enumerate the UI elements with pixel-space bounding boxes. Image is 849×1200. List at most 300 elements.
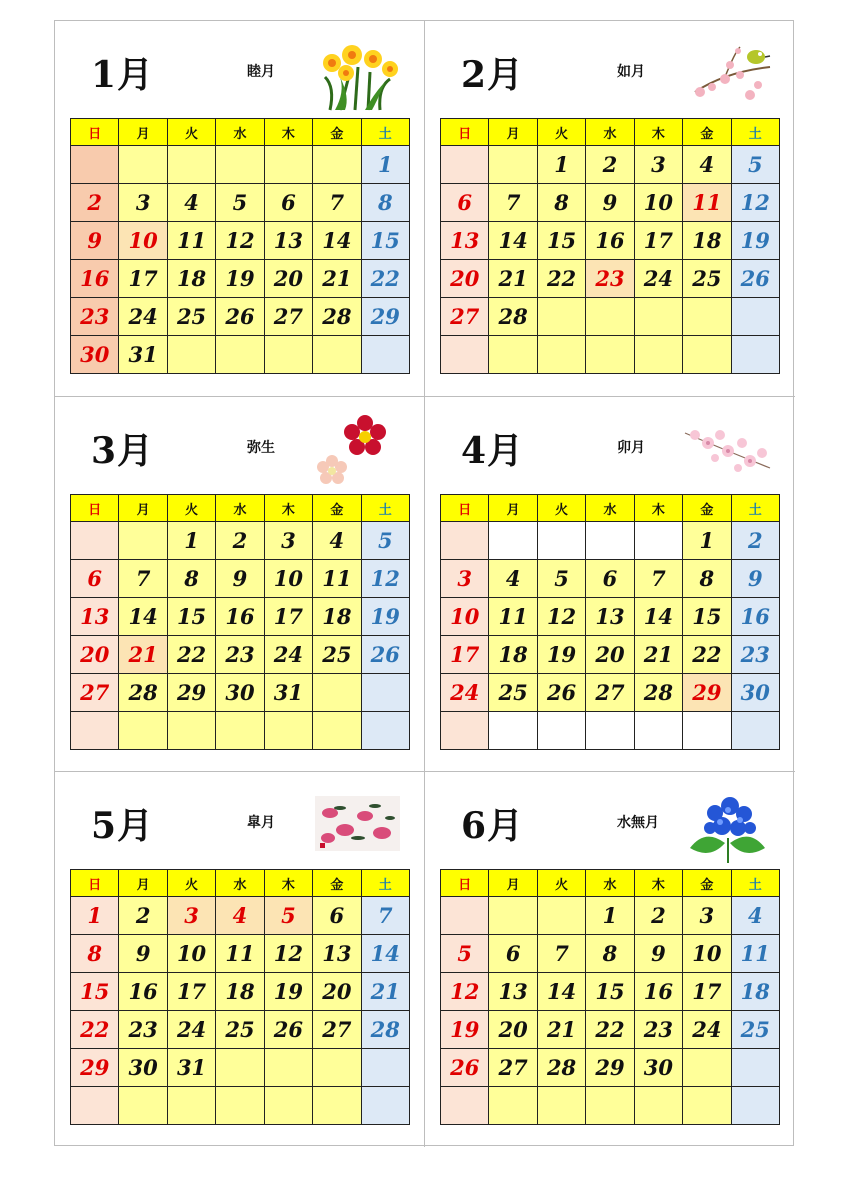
- day-cell: 18: [313, 598, 361, 636]
- day-cell: 30: [731, 674, 779, 712]
- empty-day-cell: [167, 336, 215, 374]
- day-cell: 25: [489, 674, 537, 712]
- weekday-header-row: [71, 119, 410, 146]
- week-row: [441, 935, 780, 973]
- week-row: [71, 298, 410, 336]
- weekday-header: 日: [441, 870, 489, 897]
- weekday-header: 月: [489, 870, 537, 897]
- empty-day-cell: [313, 712, 361, 750]
- day-cell: 12: [731, 184, 779, 222]
- week-row: [441, 1049, 780, 1087]
- empty-day-cell: [731, 712, 779, 750]
- week-row: [71, 973, 410, 1011]
- weekday-header: 月: [489, 119, 537, 146]
- week-row: [441, 712, 780, 750]
- day-cell: 2: [634, 897, 682, 935]
- day-cell: 8: [683, 560, 731, 598]
- day-cell: 17: [264, 598, 312, 636]
- week-row: [441, 674, 780, 712]
- day-cell: 6: [71, 560, 119, 598]
- week-row: [71, 598, 410, 636]
- day-cell: 11: [216, 935, 264, 973]
- cherry-blossoms-icon: [680, 413, 775, 488]
- day-cell: 11: [489, 598, 537, 636]
- day-cell: 30: [634, 1049, 682, 1087]
- weekday-header: 月: [119, 119, 167, 146]
- day-cell: 12: [216, 222, 264, 260]
- empty-day-cell: [537, 522, 585, 560]
- week-row: [441, 973, 780, 1011]
- empty-day-cell: [489, 522, 537, 560]
- empty-day-cell: [441, 897, 489, 935]
- day-cell: 13: [71, 598, 119, 636]
- week-row: [71, 712, 410, 750]
- day-cell: 18: [731, 973, 779, 1011]
- day-cell: 14: [361, 935, 409, 973]
- day-cell: 15: [586, 973, 634, 1011]
- day-cell: 10: [634, 184, 682, 222]
- day-cell: 1: [361, 146, 409, 184]
- week-row: [71, 636, 410, 674]
- weekday-header: 土: [361, 495, 409, 522]
- day-cell: 19: [216, 260, 264, 298]
- day-cell: 15: [361, 222, 409, 260]
- week-row: [441, 598, 780, 636]
- calendar-grid: [70, 869, 410, 1125]
- day-cell: 17: [119, 260, 167, 298]
- day-cell: 10: [264, 560, 312, 598]
- day-cell: 3: [683, 897, 731, 935]
- empty-day-cell: [537, 298, 585, 336]
- week-row: [441, 522, 780, 560]
- day-cell: 5: [537, 560, 585, 598]
- day-cell: 7: [634, 560, 682, 598]
- day-cell: 9: [586, 184, 634, 222]
- weekday-header: 金: [313, 119, 361, 146]
- day-cell: 18: [489, 636, 537, 674]
- day-cell: 5: [216, 184, 264, 222]
- day-cell: 12: [537, 598, 585, 636]
- daffodil-flowers-icon: [310, 37, 405, 112]
- empty-day-cell: [586, 522, 634, 560]
- day-cell: 8: [167, 560, 215, 598]
- day-cell: 21: [634, 636, 682, 674]
- empty-day-cell: [586, 298, 634, 336]
- weekday-header: 金: [683, 870, 731, 897]
- day-cell: 22: [683, 636, 731, 674]
- empty-day-cell: [361, 712, 409, 750]
- week-row: [441, 897, 780, 935]
- empty-day-cell: [264, 712, 312, 750]
- empty-day-cell: [167, 712, 215, 750]
- day-cell: 16: [731, 598, 779, 636]
- day-cell: 24: [264, 636, 312, 674]
- day-cell: 19: [361, 598, 409, 636]
- empty-day-cell: [586, 712, 634, 750]
- day-cell: 5: [441, 935, 489, 973]
- week-row: [441, 184, 780, 222]
- day-cell: 4: [489, 560, 537, 598]
- day-cell: 24: [167, 1011, 215, 1049]
- week-row: [441, 222, 780, 260]
- day-cell: 21: [313, 260, 361, 298]
- empty-day-cell: [441, 336, 489, 374]
- empty-day-cell: [489, 336, 537, 374]
- day-cell: 28: [361, 1011, 409, 1049]
- day-cell: 13: [489, 973, 537, 1011]
- day-cell: 15: [167, 598, 215, 636]
- weekday-header: 火: [167, 119, 215, 146]
- day-cell: 7: [313, 184, 361, 222]
- day-cell: 20: [586, 636, 634, 674]
- week-row: [71, 897, 410, 935]
- day-cell: 6: [264, 184, 312, 222]
- day-cell: 6: [441, 184, 489, 222]
- empty-day-cell: [441, 522, 489, 560]
- day-cell: 23: [731, 636, 779, 674]
- day-cell: 13: [313, 935, 361, 973]
- day-cell: 21: [119, 636, 167, 674]
- weekday-header: 火: [167, 495, 215, 522]
- week-row: [441, 336, 780, 374]
- weekday-header: 日: [441, 495, 489, 522]
- day-cell: 26: [441, 1049, 489, 1087]
- day-cell: 12: [361, 560, 409, 598]
- month-panel: [55, 772, 425, 1147]
- day-cell: 2: [71, 184, 119, 222]
- day-cell: 14: [537, 973, 585, 1011]
- month-panel: [55, 397, 425, 772]
- empty-day-cell: [537, 1087, 585, 1125]
- weekday-header-row: [441, 119, 780, 146]
- weekday-header: 日: [71, 119, 119, 146]
- day-cell: 26: [731, 260, 779, 298]
- day-cell: 30: [119, 1049, 167, 1087]
- empty-day-cell: [119, 1087, 167, 1125]
- weekday-header: 水: [216, 495, 264, 522]
- day-cell: 27: [313, 1011, 361, 1049]
- day-cell: 4: [683, 146, 731, 184]
- week-row: [71, 260, 410, 298]
- day-cell: 28: [489, 298, 537, 336]
- day-cell: 17: [683, 973, 731, 1011]
- empty-day-cell: [264, 1087, 312, 1125]
- day-cell: 2: [216, 522, 264, 560]
- empty-day-cell: [313, 146, 361, 184]
- day-cell: 10: [683, 935, 731, 973]
- empty-day-cell: [216, 1087, 264, 1125]
- day-cell: 16: [119, 973, 167, 1011]
- empty-day-cell: [489, 1087, 537, 1125]
- empty-day-cell: [71, 146, 119, 184]
- day-cell: 13: [441, 222, 489, 260]
- empty-day-cell: [361, 1049, 409, 1087]
- day-cell: 23: [71, 298, 119, 336]
- week-row: [71, 522, 410, 560]
- weekday-header: 月: [119, 495, 167, 522]
- day-cell: 6: [313, 897, 361, 935]
- empty-day-cell: [683, 298, 731, 336]
- day-cell: 29: [167, 674, 215, 712]
- weekday-header: 金: [313, 870, 361, 897]
- empty-day-cell: [216, 1049, 264, 1087]
- empty-day-cell: [731, 336, 779, 374]
- empty-day-cell: [634, 522, 682, 560]
- empty-day-cell: [586, 336, 634, 374]
- empty-day-cell: [731, 1087, 779, 1125]
- month-traditional-name: 水無月: [617, 815, 659, 831]
- day-cell: 24: [683, 1011, 731, 1049]
- day-cell: 3: [634, 146, 682, 184]
- calendar-grid: [440, 118, 780, 374]
- day-cell: 3: [119, 184, 167, 222]
- weekday-header: 木: [634, 495, 682, 522]
- day-cell: 10: [167, 935, 215, 973]
- day-cell: 21: [489, 260, 537, 298]
- week-row: [441, 560, 780, 598]
- week-row: [71, 1087, 410, 1125]
- empty-day-cell: [634, 712, 682, 750]
- week-row: [71, 222, 410, 260]
- day-cell: 18: [683, 222, 731, 260]
- day-cell: 17: [167, 973, 215, 1011]
- day-cell: 1: [586, 897, 634, 935]
- empty-day-cell: [313, 336, 361, 374]
- hydrangea-icon: [680, 788, 775, 863]
- empty-day-cell: [71, 522, 119, 560]
- weekday-header: 火: [537, 119, 585, 146]
- weekday-header: 土: [361, 870, 409, 897]
- weekday-header: 金: [683, 119, 731, 146]
- week-row: [441, 1087, 780, 1125]
- day-cell: 1: [167, 522, 215, 560]
- day-cell: 3: [264, 522, 312, 560]
- day-cell: 31: [167, 1049, 215, 1087]
- month-traditional-name: 卯月: [617, 440, 645, 456]
- day-cell: 7: [537, 935, 585, 973]
- day-cell: 2: [731, 522, 779, 560]
- empty-day-cell: [683, 1087, 731, 1125]
- weekday-header: 土: [731, 495, 779, 522]
- day-cell: 6: [489, 935, 537, 973]
- week-row: [71, 184, 410, 222]
- day-cell: 18: [216, 973, 264, 1011]
- weekday-header: 月: [489, 495, 537, 522]
- empty-day-cell: [216, 712, 264, 750]
- empty-day-cell: [683, 336, 731, 374]
- empty-day-cell: [119, 712, 167, 750]
- day-cell: 26: [264, 1011, 312, 1049]
- day-cell: 23: [634, 1011, 682, 1049]
- day-cell: 27: [441, 298, 489, 336]
- day-cell: 22: [167, 636, 215, 674]
- day-cell: 27: [489, 1049, 537, 1087]
- day-cell: 3: [441, 560, 489, 598]
- day-cell: 28: [634, 674, 682, 712]
- week-row: [71, 146, 410, 184]
- empty-day-cell: [441, 1087, 489, 1125]
- day-cell: 19: [731, 222, 779, 260]
- day-cell: 6: [586, 560, 634, 598]
- empty-day-cell: [361, 336, 409, 374]
- day-cell: 25: [216, 1011, 264, 1049]
- day-cell: 15: [537, 222, 585, 260]
- week-row: [71, 1011, 410, 1049]
- weekday-header: 木: [264, 119, 312, 146]
- day-cell: 8: [71, 935, 119, 973]
- day-cell: 9: [731, 560, 779, 598]
- day-cell: 29: [361, 298, 409, 336]
- day-cell: 20: [264, 260, 312, 298]
- calendar-grid: [70, 494, 410, 750]
- day-cell: 25: [167, 298, 215, 336]
- day-cell: 30: [71, 336, 119, 374]
- empty-day-cell: [264, 1049, 312, 1087]
- day-cell: 26: [537, 674, 585, 712]
- day-cell: 10: [119, 222, 167, 260]
- day-cell: 23: [216, 636, 264, 674]
- day-cell: 12: [264, 935, 312, 973]
- day-cell: 25: [731, 1011, 779, 1049]
- weekday-header: 月: [119, 870, 167, 897]
- day-cell: 23: [119, 1011, 167, 1049]
- weekday-header-row: [71, 495, 410, 522]
- empty-day-cell: [634, 298, 682, 336]
- day-cell: 5: [731, 146, 779, 184]
- empty-day-cell: [731, 1049, 779, 1087]
- day-cell: 27: [71, 674, 119, 712]
- weekday-header-row: [441, 870, 780, 897]
- day-cell: 22: [71, 1011, 119, 1049]
- day-cell: 11: [167, 222, 215, 260]
- week-row: [71, 560, 410, 598]
- day-cell: 4: [216, 897, 264, 935]
- weekday-header: 水: [216, 119, 264, 146]
- month-title: 4月: [461, 430, 525, 472]
- empty-day-cell: [489, 897, 537, 935]
- day-cell: 27: [586, 674, 634, 712]
- empty-day-cell: [683, 712, 731, 750]
- week-row: [441, 146, 780, 184]
- empty-day-cell: [264, 146, 312, 184]
- day-cell: 8: [586, 935, 634, 973]
- day-cell: 24: [634, 260, 682, 298]
- day-cell: 1: [683, 522, 731, 560]
- day-cell: 26: [216, 298, 264, 336]
- weekday-header-row: [71, 870, 410, 897]
- empty-day-cell: [119, 522, 167, 560]
- day-cell: 31: [264, 674, 312, 712]
- day-cell: 17: [441, 636, 489, 674]
- day-cell: 12: [441, 973, 489, 1011]
- day-cell: 21: [537, 1011, 585, 1049]
- empty-day-cell: [167, 146, 215, 184]
- day-cell: 26: [361, 636, 409, 674]
- day-cell: 1: [71, 897, 119, 935]
- day-cell: 22: [361, 260, 409, 298]
- day-cell: 9: [216, 560, 264, 598]
- day-cell: 13: [264, 222, 312, 260]
- day-cell: 11: [683, 184, 731, 222]
- empty-day-cell: [361, 674, 409, 712]
- day-cell: 16: [634, 973, 682, 1011]
- empty-day-cell: [489, 712, 537, 750]
- week-row: [441, 298, 780, 336]
- weekday-header: 火: [167, 870, 215, 897]
- day-cell: 29: [586, 1049, 634, 1087]
- week-row: [71, 336, 410, 374]
- day-cell: 7: [361, 897, 409, 935]
- empty-day-cell: [119, 146, 167, 184]
- empty-day-cell: [441, 146, 489, 184]
- empty-day-cell: [441, 712, 489, 750]
- day-cell: 3: [167, 897, 215, 935]
- empty-day-cell: [361, 1087, 409, 1125]
- month-panel: [55, 21, 425, 397]
- day-cell: 29: [71, 1049, 119, 1087]
- weekday-header: 火: [537, 870, 585, 897]
- day-cell: 24: [441, 674, 489, 712]
- day-cell: 25: [313, 636, 361, 674]
- weekday-header: 金: [683, 495, 731, 522]
- empty-day-cell: [537, 336, 585, 374]
- day-cell: 16: [586, 222, 634, 260]
- empty-day-cell: [683, 1049, 731, 1087]
- day-cell: 10: [441, 598, 489, 636]
- day-cell: 4: [167, 184, 215, 222]
- empty-day-cell: [313, 674, 361, 712]
- day-cell: 19: [537, 636, 585, 674]
- weekday-header: 日: [71, 870, 119, 897]
- day-cell: 22: [586, 1011, 634, 1049]
- weekday-header: 木: [264, 870, 312, 897]
- week-row: [71, 674, 410, 712]
- week-row: [441, 1011, 780, 1049]
- empty-day-cell: [586, 1087, 634, 1125]
- day-cell: 20: [489, 1011, 537, 1049]
- calendar-grid: [440, 494, 780, 750]
- empty-day-cell: [731, 298, 779, 336]
- day-cell: 15: [71, 973, 119, 1011]
- day-cell: 2: [586, 146, 634, 184]
- day-cell: 14: [119, 598, 167, 636]
- month-panel: [425, 397, 795, 772]
- weekday-header: 木: [634, 119, 682, 146]
- day-cell: 17: [634, 222, 682, 260]
- day-cell: 27: [264, 298, 312, 336]
- day-cell: 2: [119, 897, 167, 935]
- weekday-header: 日: [71, 495, 119, 522]
- month-traditional-name: 如月: [617, 64, 645, 80]
- empty-day-cell: [216, 336, 264, 374]
- day-cell: 13: [586, 598, 634, 636]
- calendar-grid: [70, 118, 410, 374]
- day-cell: 14: [489, 222, 537, 260]
- weekday-header: 土: [731, 119, 779, 146]
- day-cell: 20: [313, 973, 361, 1011]
- empty-day-cell: [71, 1087, 119, 1125]
- week-row: [441, 260, 780, 298]
- day-cell: 14: [313, 222, 361, 260]
- weekday-header: 木: [634, 870, 682, 897]
- day-cell: 20: [441, 260, 489, 298]
- day-cell: 5: [361, 522, 409, 560]
- month-panel: [425, 21, 795, 397]
- day-cell: 29: [683, 674, 731, 712]
- weekday-header: 金: [313, 495, 361, 522]
- weekday-header: 土: [361, 119, 409, 146]
- day-cell: 9: [634, 935, 682, 973]
